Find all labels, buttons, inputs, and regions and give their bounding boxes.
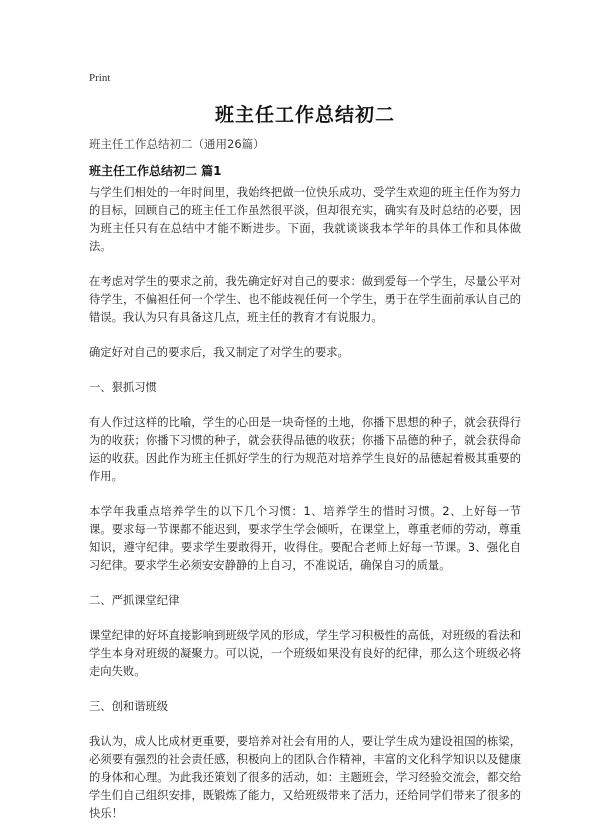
subheading-discipline: 二、严抓课堂纪律 [89,594,180,607]
self-requirement-paragraph: 在考虑对学生的要求之前，我先确定好对自己的要求：做到爱每一个学生，尽量公平对待学生，不偏袒任何一个学生、也不能歧视任何一个学生，勇于在学生面前承认自己的错误。我认为只有具备这几点，班主任的教育才有说服力。 [89,275,521,324]
habits-detail-paragraph: 本学年我重点培养学生的以下几个习惯：1、培养学生的惜时习惯。2、上好每一节课。要求每一节课都不能迟到，要求学生学会倾听，在课堂上，尊重老师的劳动，尊重知识，遵守纪律。要求学生要敢得开，收得住。要配合老师上好每一节课。3、强化自习纪律。要求学生必须安安静静的上自习，不准说话，确保自习的质量。 [89,505,521,572]
page-title: 班主任工作总结初二 [214,104,395,126]
student-requirement-paragraph: 确定好对自己的要求后，我又制定了对学生的要求。 [89,346,349,359]
document-subtitle: 班主任工作总结初二（通用26篇） [89,137,265,151]
document-body [89,184,521,840]
subheading-habits: 一、狠抓习惯 [89,381,157,394]
section-heading: 班主任工作总结初二 篇1 [89,164,222,178]
harmony-paragraph: 我认为，成人比成材更重要，要培养对社会有用的人，要让学生成为建设祖国的栋梁，必须要有强烈的社会责任感，积极向上的团队合作精神，丰富的文化科学知识以及健康的身体和心理。为此我还策划了很多的活动，如：主题班会，学习经验交流会，都交给学生们自己组织安排，既锻炼了能力，又给班级带来了活力，还给同学们带来了很多的快乐！ [89,735,521,820]
subheading-harmony: 三、创和谐班级 [89,700,169,713]
intro-paragraph: 与学生们相处的一年时间里，我始终把做一位快乐成功、受学生欢迎的班主任作为努力的目标，回顾自己的班主任工作虽然很平淡，但却很充实，确实有及时总结的必要，因为班主任只有在总结中才能不断进步。下面，我就谈谈我本学年的具体工作和具体做法。 [89,186,521,253]
habits-paragraph: 有人作过这样的比喻，学生的心田是一块奇怪的土地，你播下思想的种子，就会获得行为的收获；你播下习惯的种子，就会获得品德的收获；你播下品德的种子，就会获得命运的收获。因此作为班主任抓好学生的行为规范对培养学生良好的品德起着极其重要的作用。 [89,416,521,483]
print-link[interactable]: Print [89,72,111,84]
discipline-paragraph: 课堂纪律的好坏直接影响到班级学风的形成，学生学习积极性的高低，对班级的看法和学生本身对班级的凝聚力。可以说，一个班级如果没有良好的纪律，那么这个班级必将走向失败。 [89,629,521,678]
